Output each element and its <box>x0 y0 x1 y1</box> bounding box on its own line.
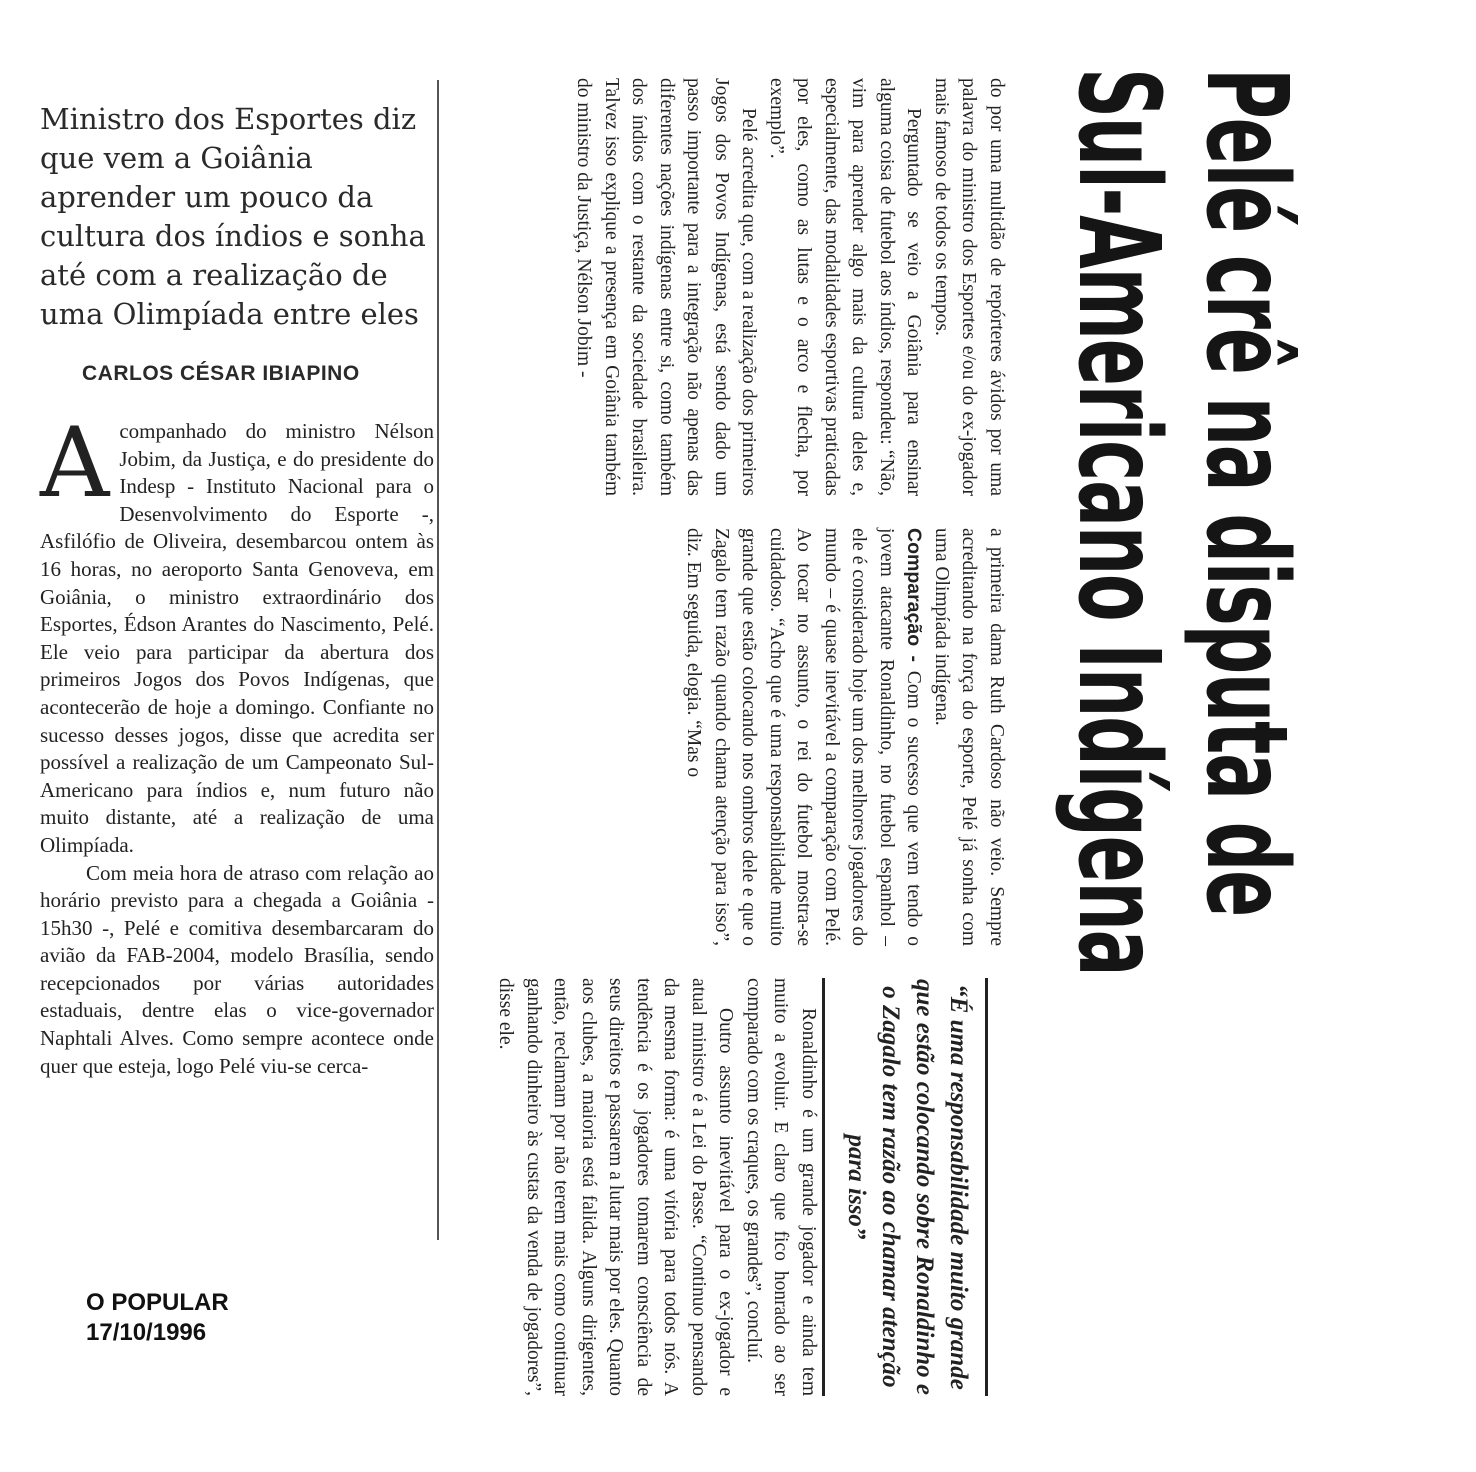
pull-quote: “É uma responsabilidade muito grande que estão colocando sobre Ronaldinho e o Zagalo tem razão ao chamar atenção para isso” <box>839 978 988 1396</box>
paragraph: Ronaldinho é um grande jogador e ainda tem muito a evoluir. E claro que fico honrado ao ser comparado com os craques, os grandes”, concluí. <box>743 978 819 1396</box>
paragraph: companhado do ministro Nélson Jobim, da Justiça, e do presidente do Indesp - Instituto Nacional para o Desenvolvimento do Esporte -, Asfilófio de Oliveira, desembarcou ontem às 16 horas, no aeroporto Santa Genoveva, em Goiânia, o ministro extraordinário dos Esportes, Édson Arantes do Nascimento, Pelé. Ele veio para participar da abertura dos primeiros Jogos dos Povos Indígenas, que acontecerão de hoje a domingo. Confiante no sucesso desses jogos, disse que acredita ser possível a realização de um Campeonato Sul-Americano para índios e, num futuro não muito distante, até a realização de uma Olimpíada. <box>40 419 434 857</box>
headline-line-2: Sul-Americano Indígena <box>1053 68 1183 976</box>
pull-quote-rule <box>822 978 825 1396</box>
paragraph: Outro assunto inevitável para o ex-jogador e atual ministro é a Lei do Passe. “Continuo pensando da mesma forma: é uma vitória para todos nós. A tendência é os jogadores tomarem consciência de seus direitos e passarem a lutar mais por eles. Quanto aos clubes, a maioria está falida. Alguns dirigentes, então, reclamam por não terem mais como continuar ganhando dinheiro às custas da venda de jogadores”, disse ele. <box>495 978 737 1396</box>
subheading: Comparação - <box>903 528 926 663</box>
byline: CARLOS CÉSAR IBIAPINO <box>82 362 360 385</box>
paragraph <box>680 528 928 946</box>
paragraph: Pelé acredita que, com a realização dos primeiros Jogos dos Povos Indígenas, está sendo dado um passo importante para a integração não apenas das diferentes nações indígenas entre si, como também dos índios com o restante da sociedade brasileira. Talvez isso explique a presença em Goiânia também do ministro da Justiça, Nélson Jobim - <box>573 78 760 496</box>
article-deck: Ministro dos Esportes diz que vem a Goiânia aprender um pouco da cultura dos índios e sonha até com a realização de uma Olimpíada entre eles <box>40 102 426 331</box>
paragraph: a primeira dama Ruth Cardoso não veio. Sempre acreditando na força do esporte, Pelé já sonha com uma Olimpíada indígena. <box>931 528 1007 946</box>
rotated-article-block <box>440 68 1310 1438</box>
left-column-body <box>40 407 434 1080</box>
source-caption <box>86 1288 229 1348</box>
article-columns <box>410 78 1010 1448</box>
paragraph: do por uma multidão de repórteres ávidos por uma palavra do ministro dos Esportes e/ou do ex-jogador mais famoso de todos os tempos. <box>931 78 1007 496</box>
paragraph: Com meia hora de atraso com relação ao horário previsto para a chegada a Goiânia - 15h30 -, Pelé e comitiva desembarcaram do avião da FAB-2004, modelo Brasília, sendo recepcionados por várias autoridades estaduais, dentre elas o vice-governador Naphtali Alves. Como sempre acontece onde quer que esteja, logo Pelé viu-se cerca- <box>40 860 434 1078</box>
column-3 <box>492 978 1010 1396</box>
column-1 <box>570 78 1010 496</box>
drop-cap: A <box>40 407 110 519</box>
paragraph: Perguntado se veio a Goiânia para ensinar alguma coisa de futebol aos índios, respondeu: “Não, vim para aprender algo mais da cultura deles e, especialmente, das modalidades esportivas praticadas por eles, como as lutas e o arco e flecha, por exemplo”. <box>766 78 925 496</box>
subheading-text: Com o sucesso que vem tendo o jovem atacante Ronaldinho, no futebol espanhol – ele é considerado hoje um dos melhores jogadores do mundo – é quase inevitável a comparação com Pelé. Ao tocar no assunto, o rei do futebol mostra-se cuidadoso. “Acho que é uma responsabilidade muito grande que estão colocando nos ombros dele e que o Zagalo tem razão quando chama atenção para isso”, diz. Em seguida, elogia. “Mas o <box>683 528 925 946</box>
headline-line-1: Pelé crê na disputa de <box>1181 68 1311 916</box>
column-2 <box>680 528 1010 946</box>
source-date: 17/10/1996 <box>86 1319 207 1346</box>
source-name: O POPULAR <box>86 1289 229 1316</box>
headline <box>1053 68 1311 976</box>
